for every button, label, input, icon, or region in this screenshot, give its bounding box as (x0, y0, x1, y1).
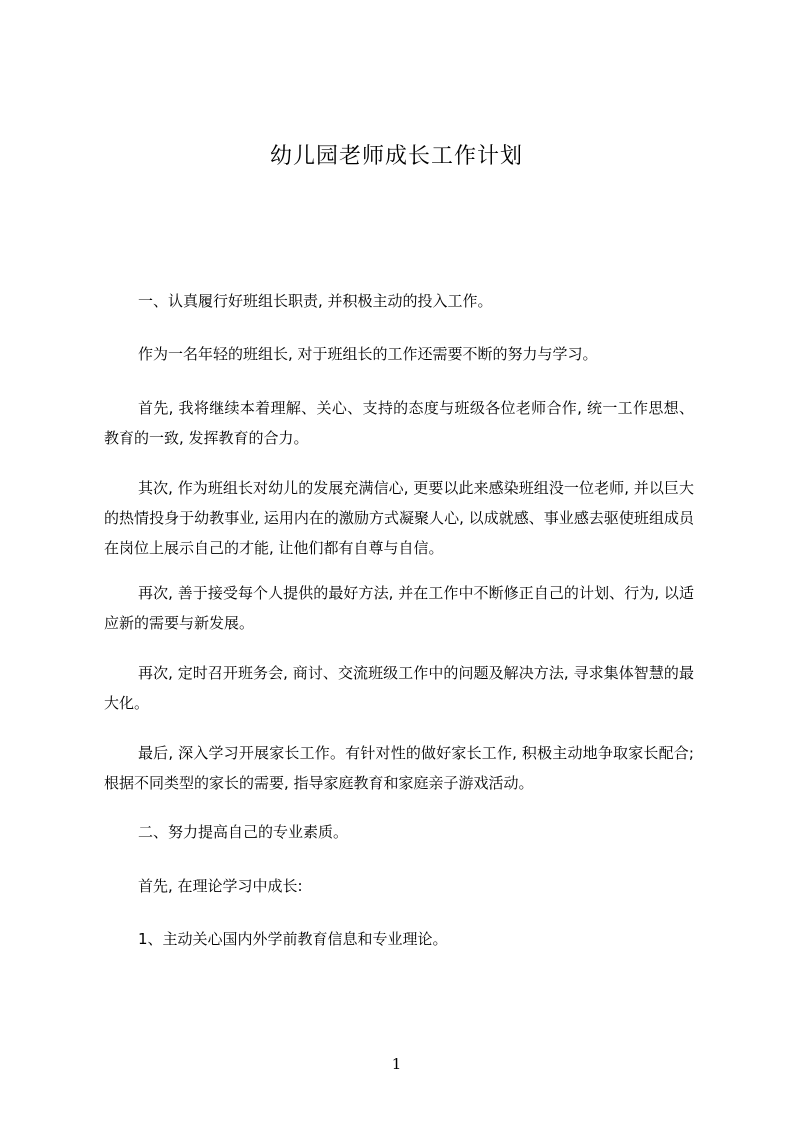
page-number: 1 (391, 1055, 402, 1073)
paragraph-first: 首先, 我将继续本着理解、关心、支持的态度与班级各位老师合作, 统一工作思想、教育的一致, 发挥教育的合力。 (104, 399, 694, 447)
paragraph-quality-heading: 二、努力提高自己的专业素质。 (138, 823, 349, 841)
paragraph-third: 再次, 善于接受每个人提供的最好方法, 并在工作中不断修正自己的计划、行为, 以适应新的需要与新发展。 (104, 584, 694, 632)
paragraph-item-1: 1、主动关心国内外学前教育信息和专业理论。 (138, 930, 448, 948)
paragraph-fourth: 再次, 定时召开班务会, 商讨、交流班级工作中的问题及解决方法, 寻求集体智慧的最大化。 (104, 664, 694, 712)
paragraph-last: 最后, 深入学习开展家长工作。有针对性的做好家长工作, 积极主动地争取家长配合; 根据不同类型的家长的需要, 指导家庭教育和家庭亲子游戏活动。 (104, 744, 694, 792)
paragraph-second: 其次, 作为班组长对幼儿的发展充满信心, 更要以此来感染班组没一位老师, 并以巨大的热情投身于幼教事业, 运用内在的激励方式凝聚人心, 以成就感、事业感去驱使班组成员在岗位上展示自己的才能, 让他们都有自尊与自信。 (104, 479, 694, 557)
document-title: 幼儿园老师成长工作计划 (269, 144, 523, 169)
paragraph-young-leader: 作为一名年轻的班组长, 对于班组长的工作还需要不断的努力与学习。 (138, 345, 598, 363)
paragraph-theory-intro: 首先, 在理论学习中成长: (138, 877, 303, 895)
paragraph-duty-heading: 一、认真履行好班组长职责, 并积极主动的投入工作。 (138, 292, 493, 310)
